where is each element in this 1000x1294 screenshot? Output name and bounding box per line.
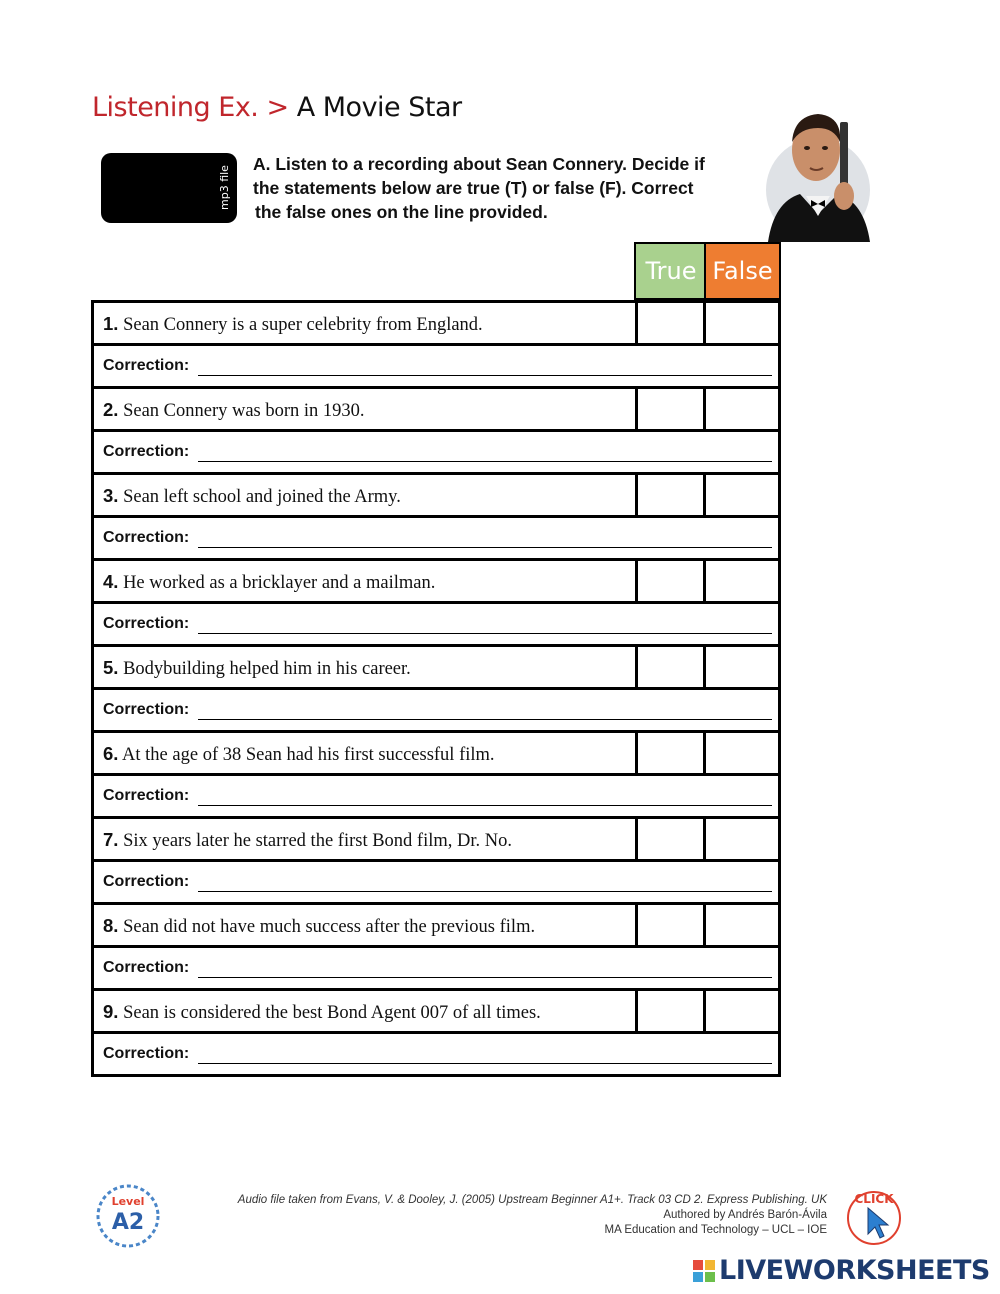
title-separator: >	[266, 92, 289, 123]
correction-label: Correction:	[103, 1045, 190, 1062]
credit-audio-source: Audio file taken from Evans, V. & Dooley, J. (2005) Upstream Beginner A1+. Track 03 CD 2. Express Publishing. UK	[237, 1194, 827, 1206]
correction-label: Correction:	[103, 701, 190, 718]
instructions-line-2: the statements below are true (T) or false (F). Correct	[253, 178, 694, 198]
correction-label: Correction:	[103, 615, 190, 632]
statement-row	[91, 300, 781, 346]
correction-input[interactable]	[198, 526, 772, 548]
correction-input[interactable]	[198, 1042, 772, 1064]
statement-row	[91, 816, 781, 862]
audio-player[interactable]	[101, 153, 237, 223]
brand-wordmark: LIVEWORKSHEETS	[719, 1255, 990, 1286]
correction-input[interactable]	[198, 354, 772, 376]
correction-input[interactable]	[198, 784, 772, 806]
actor-portrait	[760, 92, 872, 242]
statement-text: 9. Sean is considered the best Bond Agent 007 of all times.	[103, 1001, 541, 1023]
statement-row	[91, 472, 781, 518]
correction-label: Correction:	[103, 529, 190, 546]
correction-input[interactable]	[198, 440, 772, 462]
statement-text: 1. Sean Connery is a super celebrity from England.	[103, 313, 483, 335]
correction-row	[91, 773, 781, 819]
true-checkbox[interactable]	[635, 300, 705, 346]
level-value: A2	[111, 1210, 145, 1235]
correction-label: Correction:	[103, 787, 190, 804]
statement-text: 7. Six years later he starred the first Bond film, Dr. No.	[103, 829, 512, 851]
statement-text: 6. At the age of 38 Sean had his first successful film.	[103, 743, 495, 765]
false-checkbox[interactable]	[703, 386, 779, 432]
statement-text: 2. Sean Connery was born in 1930.	[103, 399, 365, 421]
true-checkbox[interactable]	[635, 644, 705, 690]
statement-row	[91, 386, 781, 432]
title-topic: A Movie Star	[296, 92, 462, 123]
correction-label: Correction:	[103, 443, 190, 460]
correction-label: Correction:	[103, 873, 190, 890]
liveworksheets-brand	[693, 1255, 990, 1286]
credit-author: Authored by Andrés Barón-Ávila	[663, 1209, 827, 1221]
statement-text: 4. He worked as a bricklayer and a mailman.	[103, 571, 436, 593]
title-section: Listening Ex.	[92, 92, 259, 123]
correction-row	[91, 945, 781, 991]
credit-program: MA Education and Technology – UCL – IOE	[604, 1224, 827, 1236]
true-checkbox[interactable]	[635, 816, 705, 862]
statement-row	[91, 558, 781, 604]
credits	[238, 1193, 827, 1238]
correction-row	[91, 601, 781, 647]
correction-row	[91, 859, 781, 905]
click-logo-text: CLICK	[854, 1192, 894, 1206]
statement-text: 5. Bodybuilding helped him in his career.	[103, 657, 411, 679]
correction-label: Correction:	[103, 357, 190, 374]
brand-grid-icon	[693, 1260, 715, 1282]
audio-player-label: mp3 file	[218, 165, 231, 211]
false-column-header: False	[704, 242, 781, 300]
false-checkbox[interactable]	[703, 988, 779, 1034]
true-false-table	[91, 300, 781, 1077]
level-word: Level	[111, 1195, 145, 1208]
true-checkbox[interactable]	[635, 730, 705, 776]
instructions-line-1: A. Listen to a recording about Sean Connery. Decide if	[253, 154, 705, 174]
statement-row	[91, 988, 781, 1034]
correction-row	[91, 1031, 781, 1077]
instructions-line-3: the false ones on the line provided.	[255, 202, 548, 222]
statement-text: 8. Sean did not have much success after the previous film.	[103, 915, 536, 937]
statement-row	[91, 644, 781, 690]
true-checkbox[interactable]	[635, 558, 705, 604]
correction-input[interactable]	[198, 612, 772, 634]
true-checkbox[interactable]	[635, 386, 705, 432]
false-checkbox[interactable]	[703, 816, 779, 862]
click-logo	[838, 1186, 910, 1246]
true-column-header: True	[634, 242, 706, 300]
false-checkbox[interactable]	[703, 300, 779, 346]
instructions	[253, 152, 733, 224]
statement-row	[91, 730, 781, 776]
correction-row	[91, 429, 781, 475]
false-checkbox[interactable]	[703, 902, 779, 948]
false-checkbox[interactable]	[703, 730, 779, 776]
true-checkbox[interactable]	[635, 902, 705, 948]
page-title	[92, 92, 462, 123]
correction-row	[91, 515, 781, 561]
correction-row	[91, 343, 781, 389]
correction-row	[91, 687, 781, 733]
true-checkbox[interactable]	[635, 988, 705, 1034]
statement-row	[91, 902, 781, 948]
level-badge	[95, 1183, 161, 1249]
true-checkbox[interactable]	[635, 472, 705, 518]
statement-text: 3. Sean left school and joined the Army.	[103, 485, 401, 507]
false-checkbox[interactable]	[703, 644, 779, 690]
false-checkbox[interactable]	[703, 472, 779, 518]
correction-input[interactable]	[198, 956, 772, 978]
correction-input[interactable]	[198, 870, 772, 892]
correction-input[interactable]	[198, 698, 772, 720]
false-checkbox[interactable]	[703, 558, 779, 604]
correction-label: Correction:	[103, 959, 190, 976]
